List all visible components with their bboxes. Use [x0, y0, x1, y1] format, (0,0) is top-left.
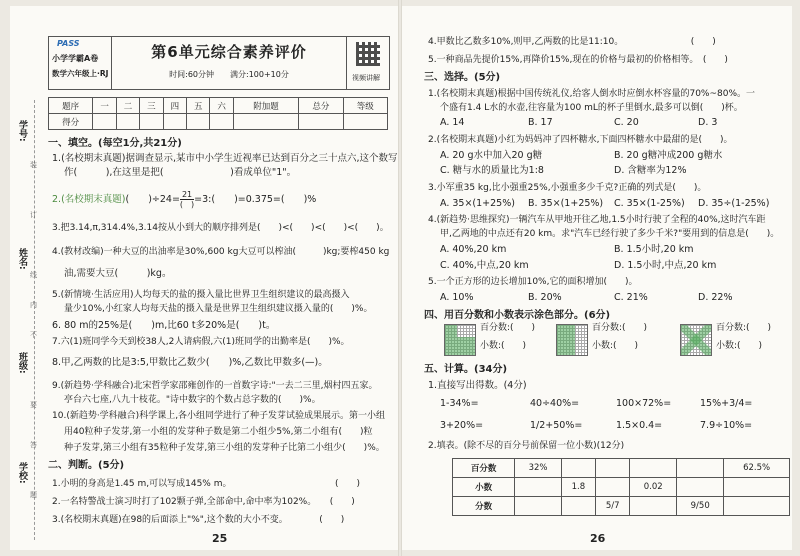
- question-2-tag: 2.(名校期末真题): [52, 194, 126, 205]
- cut-char: 订: [30, 211, 37, 219]
- grid-3-x-pattern: [681, 325, 711, 355]
- calc-6: 1/2+50%=: [530, 420, 583, 431]
- judge-2: 2.一名特警战士演习时打了102颗子弹,全部命中,命中率为102%。 ( ): [52, 497, 355, 507]
- table-cell[interactable]: [561, 459, 595, 478]
- score-header: 附加题: [233, 98, 298, 114]
- question-9-line2: 亭台六七座,八九十枝花。"诗中数字的个数占总字数的( )%。: [64, 395, 321, 405]
- cut-char: 装: [30, 161, 37, 169]
- page-number-left: 25: [212, 532, 228, 545]
- grid-3-percent[interactable]: 百分数:( ): [716, 323, 772, 333]
- choice-5: 5.一个正方形的边长增加10%,它的面积增加( )。: [428, 277, 638, 287]
- table-cell[interactable]: [595, 478, 629, 497]
- choice-5-option-a[interactable]: A. 10%: [440, 292, 474, 303]
- brand-line2: 数学六年级上·RJ: [52, 69, 109, 78]
- score-header: 一: [93, 98, 116, 114]
- qr-label: 视频讲解: [352, 74, 380, 82]
- section-calc: 五、计算。(34分): [424, 364, 508, 375]
- cut-char: 答: [30, 441, 37, 449]
- score-header: 题序: [49, 98, 93, 114]
- exam-time-score: 时间:60分钟 满分:100+10分: [169, 70, 289, 79]
- judge-1: 1.小明的身高是1.45 m,可以写成145% m。 ( ): [52, 479, 360, 489]
- judge-5: 5.一种商品先提价15%,再降价15%,现在的价格与最初的价格相等。 ( ): [428, 55, 728, 65]
- fraction-numerator: 21: [180, 190, 194, 200]
- choice-1-line2: 个盛有1.4 L水的水壶,往容量为100 mL的杯子里倒水,最多可以倒( )杯。: [440, 103, 743, 113]
- choice-3-option-c[interactable]: C. 35×(1-25%): [614, 198, 685, 209]
- score-header: 四: [163, 98, 186, 114]
- table-cell[interactable]: 1.8: [561, 478, 595, 497]
- question-4-line1: 4.(教材改编)一种大豆的出油率是30%,600 kg大豆可以榨油( )kg;要榨450 kg: [52, 247, 390, 257]
- score-cell[interactable]: [140, 114, 163, 130]
- question-5-line1: 5.(新情境·生活应用)人均每天的盐的摄入量比世界卫生组织建议的最高摄入: [52, 290, 350, 300]
- cut-char: 不: [30, 331, 37, 339]
- grid-3-decimal[interactable]: 小数:( ): [716, 341, 763, 351]
- calc-7: 1.5×0.4=: [616, 420, 663, 431]
- question-10-line2: 用40粒种子发芽,第一小组的发芽种子数是第二小组少5%,第二小组有( )粒: [64, 427, 373, 437]
- choice-2: 2.(名校期末真题)小红为妈妈冲了四杯糖水,下面四杯糖水中最甜的是( )。: [428, 135, 733, 145]
- pass-logo: PASS: [57, 39, 80, 48]
- choice-2-option-b[interactable]: B. 20 g糖冲成200 g糖水: [614, 150, 723, 161]
- question-7: 7.六(1)班同学今天到校38人,2人请病假,六(1)班同学的出勤率是( )%。: [52, 337, 350, 347]
- table-row: [453, 497, 790, 516]
- table-row: [453, 459, 790, 478]
- name-label: 姓名:: [17, 248, 27, 270]
- choice-1-option-a[interactable]: A. 14: [440, 117, 465, 128]
- shaded-grid-3: [680, 324, 712, 356]
- table-cell[interactable]: [630, 459, 677, 478]
- score-cell[interactable]: [116, 114, 139, 130]
- row-label: 小数: [453, 478, 515, 497]
- score-header: 五: [187, 98, 210, 114]
- row-label: 分数: [453, 497, 515, 516]
- choice-1-line1: 1.(名校期末真题)根据中国传统礼仪,给客人倒水时应倒水杯容量的70%~80%。一: [428, 89, 756, 99]
- choice-2-option-c[interactable]: C. 糖与水的质量比为1:8: [440, 165, 544, 176]
- calc-2: 40÷40%=: [530, 398, 580, 409]
- judge-4: 4.甲数比乙数多10%,则甲,乙两数的比是11:10。 ( ): [428, 37, 716, 47]
- grid-2-decimal[interactable]: 小数:( ): [592, 341, 639, 351]
- school-label: 学校:: [17, 462, 27, 484]
- choice-5-option-c[interactable]: C. 21%: [614, 292, 648, 303]
- score-header: 总分: [299, 98, 343, 114]
- choice-1-option-c[interactable]: C. 20: [614, 117, 639, 128]
- grid-1-fill: [445, 337, 475, 355]
- choice-2-option-a[interactable]: A. 20 g水中加入20 g糖: [440, 150, 543, 161]
- choice-3-option-d[interactable]: D. 35÷(1-25%): [698, 198, 770, 209]
- grid-1-fill-extra: [445, 325, 457, 337]
- section-judge: 二、判断。(5分): [48, 460, 125, 471]
- question-2-fraction: [180, 190, 194, 209]
- question-3: 3.把3.14,π,314.4%,3.14按从小到大的顺序排列是( )<( )<( )<( )。: [52, 223, 389, 233]
- exam-header: [48, 36, 390, 90]
- choice-5-option-b[interactable]: B. 20%: [528, 292, 562, 303]
- qr-code-icon: [356, 42, 380, 66]
- table-cell[interactable]: [724, 497, 790, 516]
- question-10-line3: 种子发芽,第三小组有35粒种子发芽,第三小组的发芽种子比第二小组少( )%。: [64, 443, 385, 453]
- question-8: 8.甲,乙两数的比是3:5,甲数比乙数少( )%,乙数比甲数多(—)。: [52, 357, 328, 368]
- student-id-label: 学号:: [17, 120, 27, 142]
- row-label: 百分数: [453, 459, 515, 478]
- table-cell[interactable]: [724, 478, 790, 497]
- fraction-denominator: ( ): [179, 200, 195, 209]
- choice-4-line1: 4.(新趋势·思维探究)一辆汽车从甲地开往乙地,1.5小时行驶了全程的40%,这时汽车距: [428, 215, 766, 225]
- page-title: 第6单元综合素养评价: [151, 43, 307, 61]
- question-4-line2: 油,需要大豆( )kg。: [64, 268, 172, 279]
- choice-3-option-a[interactable]: A. 35×(1+25%): [440, 198, 515, 209]
- grid-1-decimal[interactable]: 小数:( ): [480, 341, 527, 351]
- table-cell[interactable]: [561, 497, 595, 516]
- score-cell[interactable]: [187, 114, 210, 130]
- score-cell[interactable]: [233, 114, 298, 130]
- cut-char: 要: [30, 401, 37, 409]
- calc-5: 3+20%=: [440, 420, 484, 431]
- book-fold: [398, 0, 402, 556]
- score-header: 六: [210, 98, 233, 114]
- section-fill-blank: 一、填空。(每空1分,共21分): [48, 138, 182, 149]
- grid-1-percent[interactable]: 百分数:( ): [480, 323, 536, 333]
- cut-char: 题: [30, 491, 37, 499]
- question-2-mid: ( )÷24=: [125, 194, 180, 205]
- choice-4-option-d[interactable]: D. 1.5小时,中点,20 km: [614, 260, 717, 271]
- choice-3: 3.小军重35 kg,比小强重25%,小强重多少千克?正确的列式是( )。: [428, 183, 707, 193]
- choice-4-line2: 甲,乙两地的中点还有20 km。求"汽车已经行驶了多少千米?"要用到的信息是( )。: [440, 229, 780, 239]
- choice-4-option-b[interactable]: B. 1.5小时,20 km: [614, 244, 694, 255]
- question-1-line1: 1.(名校期末真题)据调查显示,某市中小学生近视率已达到百分之三十点六,这个数写: [52, 153, 398, 164]
- question-2: [52, 190, 316, 209]
- score-table: [48, 97, 388, 130]
- choice-1-option-d[interactable]: D. 3: [698, 117, 718, 128]
- calc-title: 1.直接写出得数。(4分): [428, 380, 527, 391]
- brand-line1: 小学学霸A卷: [52, 54, 99, 63]
- score-cell[interactable]: [93, 114, 116, 130]
- table-cell[interactable]: 62.5%: [724, 459, 790, 478]
- calc-3: 100×72%=: [616, 398, 672, 409]
- score-cell[interactable]: [299, 114, 343, 130]
- table-cell[interactable]: 32%: [515, 459, 562, 478]
- calc-1: 1-34%=: [440, 398, 479, 409]
- score-cell[interactable]: [210, 114, 233, 130]
- grid-2-fill: [557, 325, 575, 355]
- section-shaded: 四、用百分数和小数表示涂色部分。(6分): [424, 310, 611, 321]
- table-cell[interactable]: [630, 497, 677, 516]
- score-row-label: 得分: [49, 114, 93, 130]
- choice-4-option-a[interactable]: A. 40%,20 km: [440, 244, 507, 255]
- question-1-line2: 作( ),在这里是把( )看成单位"1"。: [64, 167, 297, 178]
- table-cell[interactable]: [677, 478, 724, 497]
- fill-table: [452, 458, 790, 516]
- question-2-rest: =3:( )=0.375=( )%: [194, 194, 317, 205]
- choice-2-option-d[interactable]: D. 含糖率为12%: [614, 165, 687, 176]
- choice-3-option-b[interactable]: B. 35×(1+25%): [528, 198, 604, 209]
- choice-1-option-b[interactable]: B. 17: [528, 117, 553, 128]
- cut-char: 内: [30, 301, 37, 309]
- table-cell[interactable]: [677, 459, 724, 478]
- question-10-line1: 10.(新趋势·学科融合)科学课上,各小组同学进行了种子发芽试验成果展示。第一小组: [52, 411, 386, 421]
- shaded-grid-1: [444, 324, 476, 356]
- table-cell[interactable]: [515, 497, 562, 516]
- choice-5-option-d[interactable]: D. 22%: [698, 292, 733, 303]
- table-cell[interactable]: [595, 459, 629, 478]
- question-5-line2: 量少10%,小红家人均每天盐的摄入量是世界卫生组织建议摄入量的( )%。: [64, 304, 373, 314]
- table-row: [453, 478, 790, 497]
- section-choice: 三、选择。(5分): [424, 72, 501, 83]
- brand-box: [49, 37, 112, 89]
- table-cell[interactable]: [515, 478, 562, 497]
- score-cell[interactable]: [343, 114, 387, 130]
- score-cell[interactable]: [163, 114, 186, 130]
- page-number-right: 26: [590, 532, 606, 545]
- table-cell[interactable]: 9/50: [677, 497, 724, 516]
- grid-2-percent[interactable]: 百分数:( ): [592, 323, 648, 333]
- calc-4: 15%+3/4=: [700, 398, 753, 409]
- class-label: 班级:: [17, 352, 27, 374]
- score-header: 等级: [343, 98, 387, 114]
- choice-4-option-c[interactable]: C. 40%,中点,20 km: [440, 260, 529, 271]
- judge-3: 3.(名校期末真题)在98的后面添上"%",这个数的大小不变。 ( ): [52, 515, 345, 525]
- question-6: 6. 80 m的25%是( )m,比60 t多20%是( )t。: [52, 320, 276, 331]
- table-cell[interactable]: 5/7: [595, 497, 629, 516]
- table-cell[interactable]: 0.02: [630, 478, 677, 497]
- calc-8: 7.9÷10%=: [700, 420, 753, 431]
- qr-code-box[interactable]: [346, 37, 389, 89]
- score-header: 二: [116, 98, 139, 114]
- cut-char: 线: [30, 271, 37, 279]
- shaded-grid-2: [556, 324, 588, 356]
- question-9-line1: 9.(新趋势·学科融合)北宋哲学家邵雍创作的一首数字诗:"一去二三里,烟村四五家。: [52, 381, 378, 391]
- fill-table-title: 2.填表。(除不尽的百分号前保留一位小数)(12分): [428, 441, 625, 451]
- score-header: 三: [140, 98, 163, 114]
